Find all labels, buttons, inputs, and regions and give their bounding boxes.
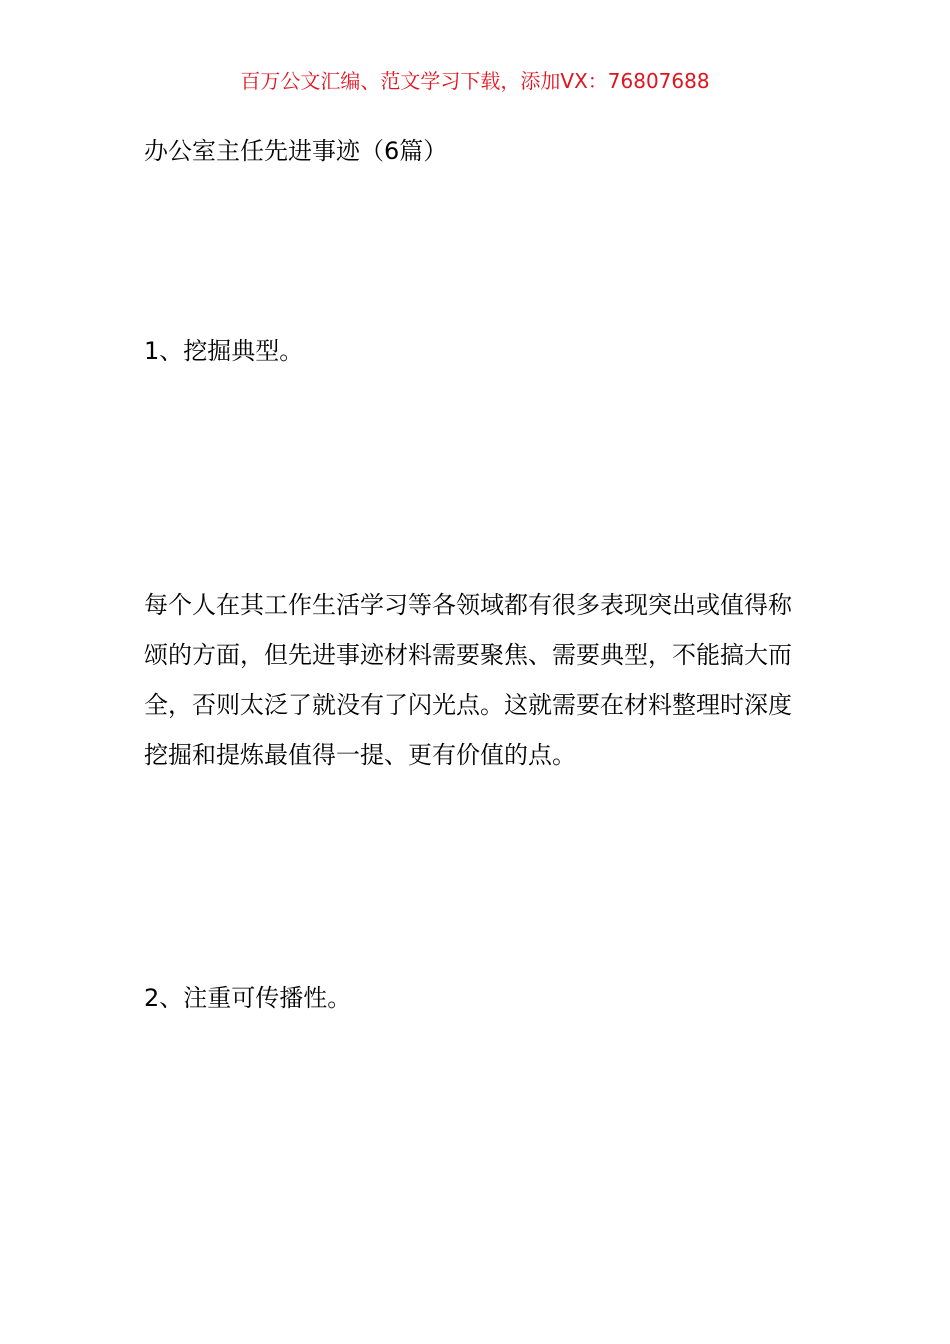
section-heading-1: 1、挖掘典型。 bbox=[144, 337, 304, 365]
paragraph-line: 每个人在其工作生活学习等各领域都有很多表现突出或值得称 bbox=[144, 591, 792, 619]
paragraph-line: 颂的方面，但先进事迹材料需要聚焦、需要典型，不能搞大而 bbox=[144, 641, 792, 669]
paragraph-line: 挖掘和提炼最值得一提、更有价值的点。 bbox=[144, 741, 576, 769]
header-note: 百万公文汇编、范文学习下载，添加VX：76807688 bbox=[240, 69, 710, 93]
paragraph-line: 全，否则太泛了就没有了闪光点。这就需要在材料整理时深度 bbox=[144, 691, 792, 719]
document-title: 办公室主任先进事迹（6篇） bbox=[144, 137, 448, 165]
section-heading-2: 2、注重可传播性。 bbox=[144, 984, 352, 1012]
section-1-paragraph bbox=[144, 580, 808, 780]
